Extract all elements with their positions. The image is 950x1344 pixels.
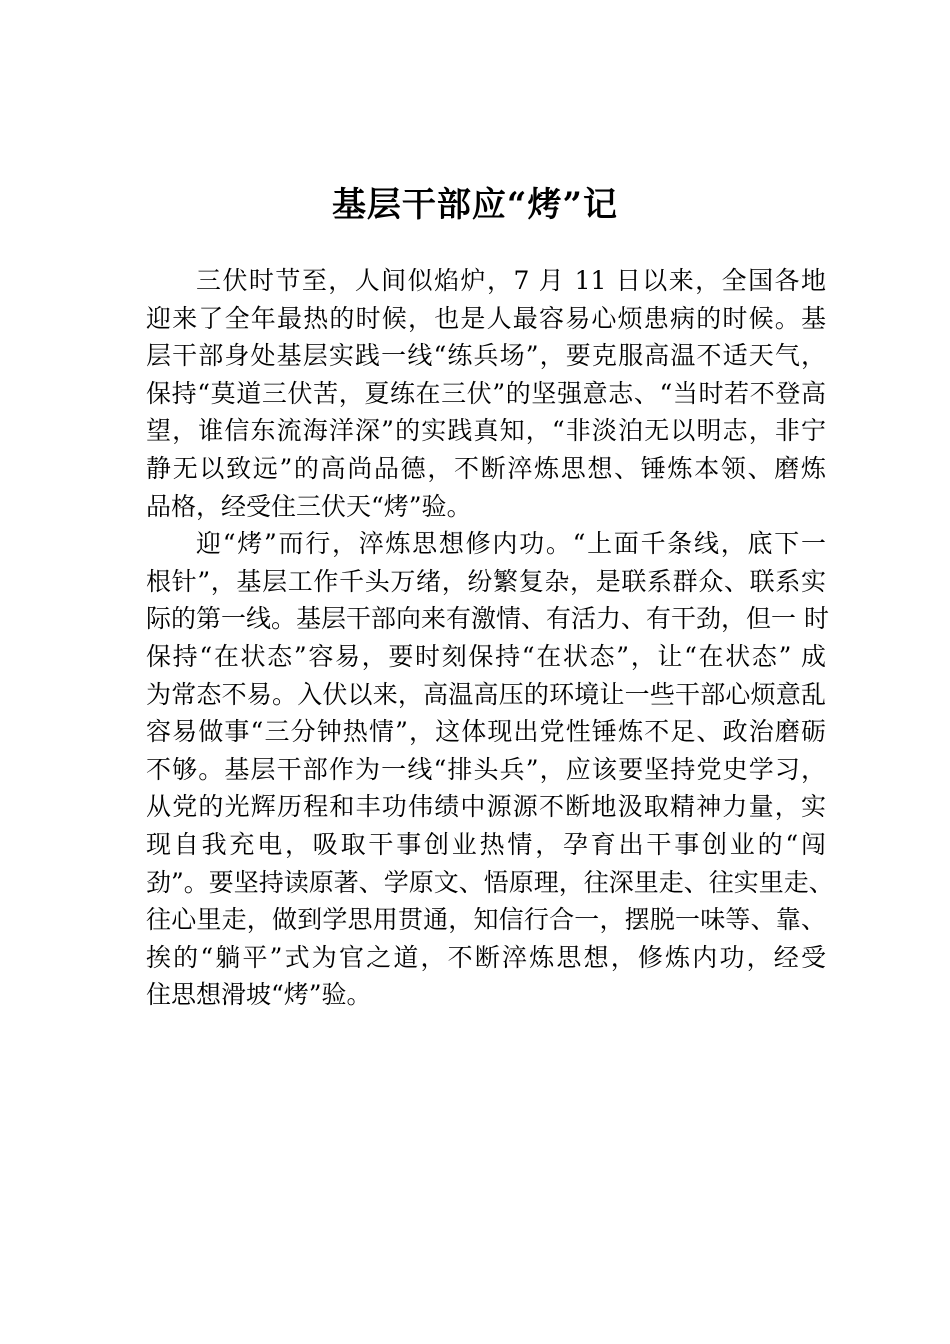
text-line: 从党的光辉历程和丰功伟绩中源源不断地汲取精神力量，实	[146, 792, 826, 822]
text-line: 层干部身处基层实践一线“练兵场”，要克服高温不适天气，	[146, 341, 826, 371]
text-line: 挨的“躺平”式为官之道，不断淬炼思想，修炼内功，经受	[146, 942, 826, 972]
document-body	[146, 262, 834, 1014]
text-line: 住思想滑坡“烤”验。	[146, 980, 372, 1010]
text-line: 根针”，基层工作千头万绪，纷繁复杂，是联系群众、联系实	[146, 566, 826, 596]
text-line: 望，谁信东流海洋深”的实践真知，“非淡泊无以明志，非宁	[146, 416, 826, 446]
text-line: 劲”。要坚持读原著、学原文、悟原理，往深里走、往实里走、	[146, 867, 834, 897]
document-title: 基层干部应“烤”记	[331, 184, 619, 225]
text-line: 迎来了全年最热的时候，也是人最容易心烦患病的时候。基	[146, 303, 826, 333]
text-line: 品格，经受住三伏天“烤”验。	[146, 491, 472, 521]
text-line: 往心里走，做到学思用贯通，知信行合一，摆脱一味等、靠、	[146, 905, 826, 935]
text-line: 现自我充电，吸取干事创业热情，孕育出干事创业的“闯	[146, 829, 826, 859]
text-line: 不够。基层干部作为一线“排头兵”，应该要坚持党史学习，	[146, 754, 826, 784]
text-line: 三伏时节至，人间似焰炉，7 月 11 日以来，全国各地	[196, 266, 826, 295]
text-line: 保持“莫道三伏苦，夏练在三伏”的坚强意志、“当时若不登高	[146, 378, 826, 408]
text-line: 保持“在状态”容易，要时刻保持“在状态”，让“在状态” 成	[146, 641, 826, 671]
text-line: 际的第一线。基层干部向来有激情、有活力、有干劲，但一 时	[146, 604, 829, 634]
text-line: 迎“烤”而行，淬炼思想修内功。“上面千条线，底下一	[196, 529, 826, 559]
text-line: 为常态不易。入伏以来，高温高压的环境让一些干部心烦意乱	[146, 679, 826, 709]
paragraph-1	[146, 262, 826, 525]
paragraph-2	[146, 525, 834, 1014]
text-line: 静无以致远”的高尚品德，不断淬炼思想、锤炼本领、磨炼	[146, 453, 826, 483]
text-line: 容易做事“三分钟热情”，这体现出党性锤炼不足、政治磨砺	[146, 717, 826, 747]
